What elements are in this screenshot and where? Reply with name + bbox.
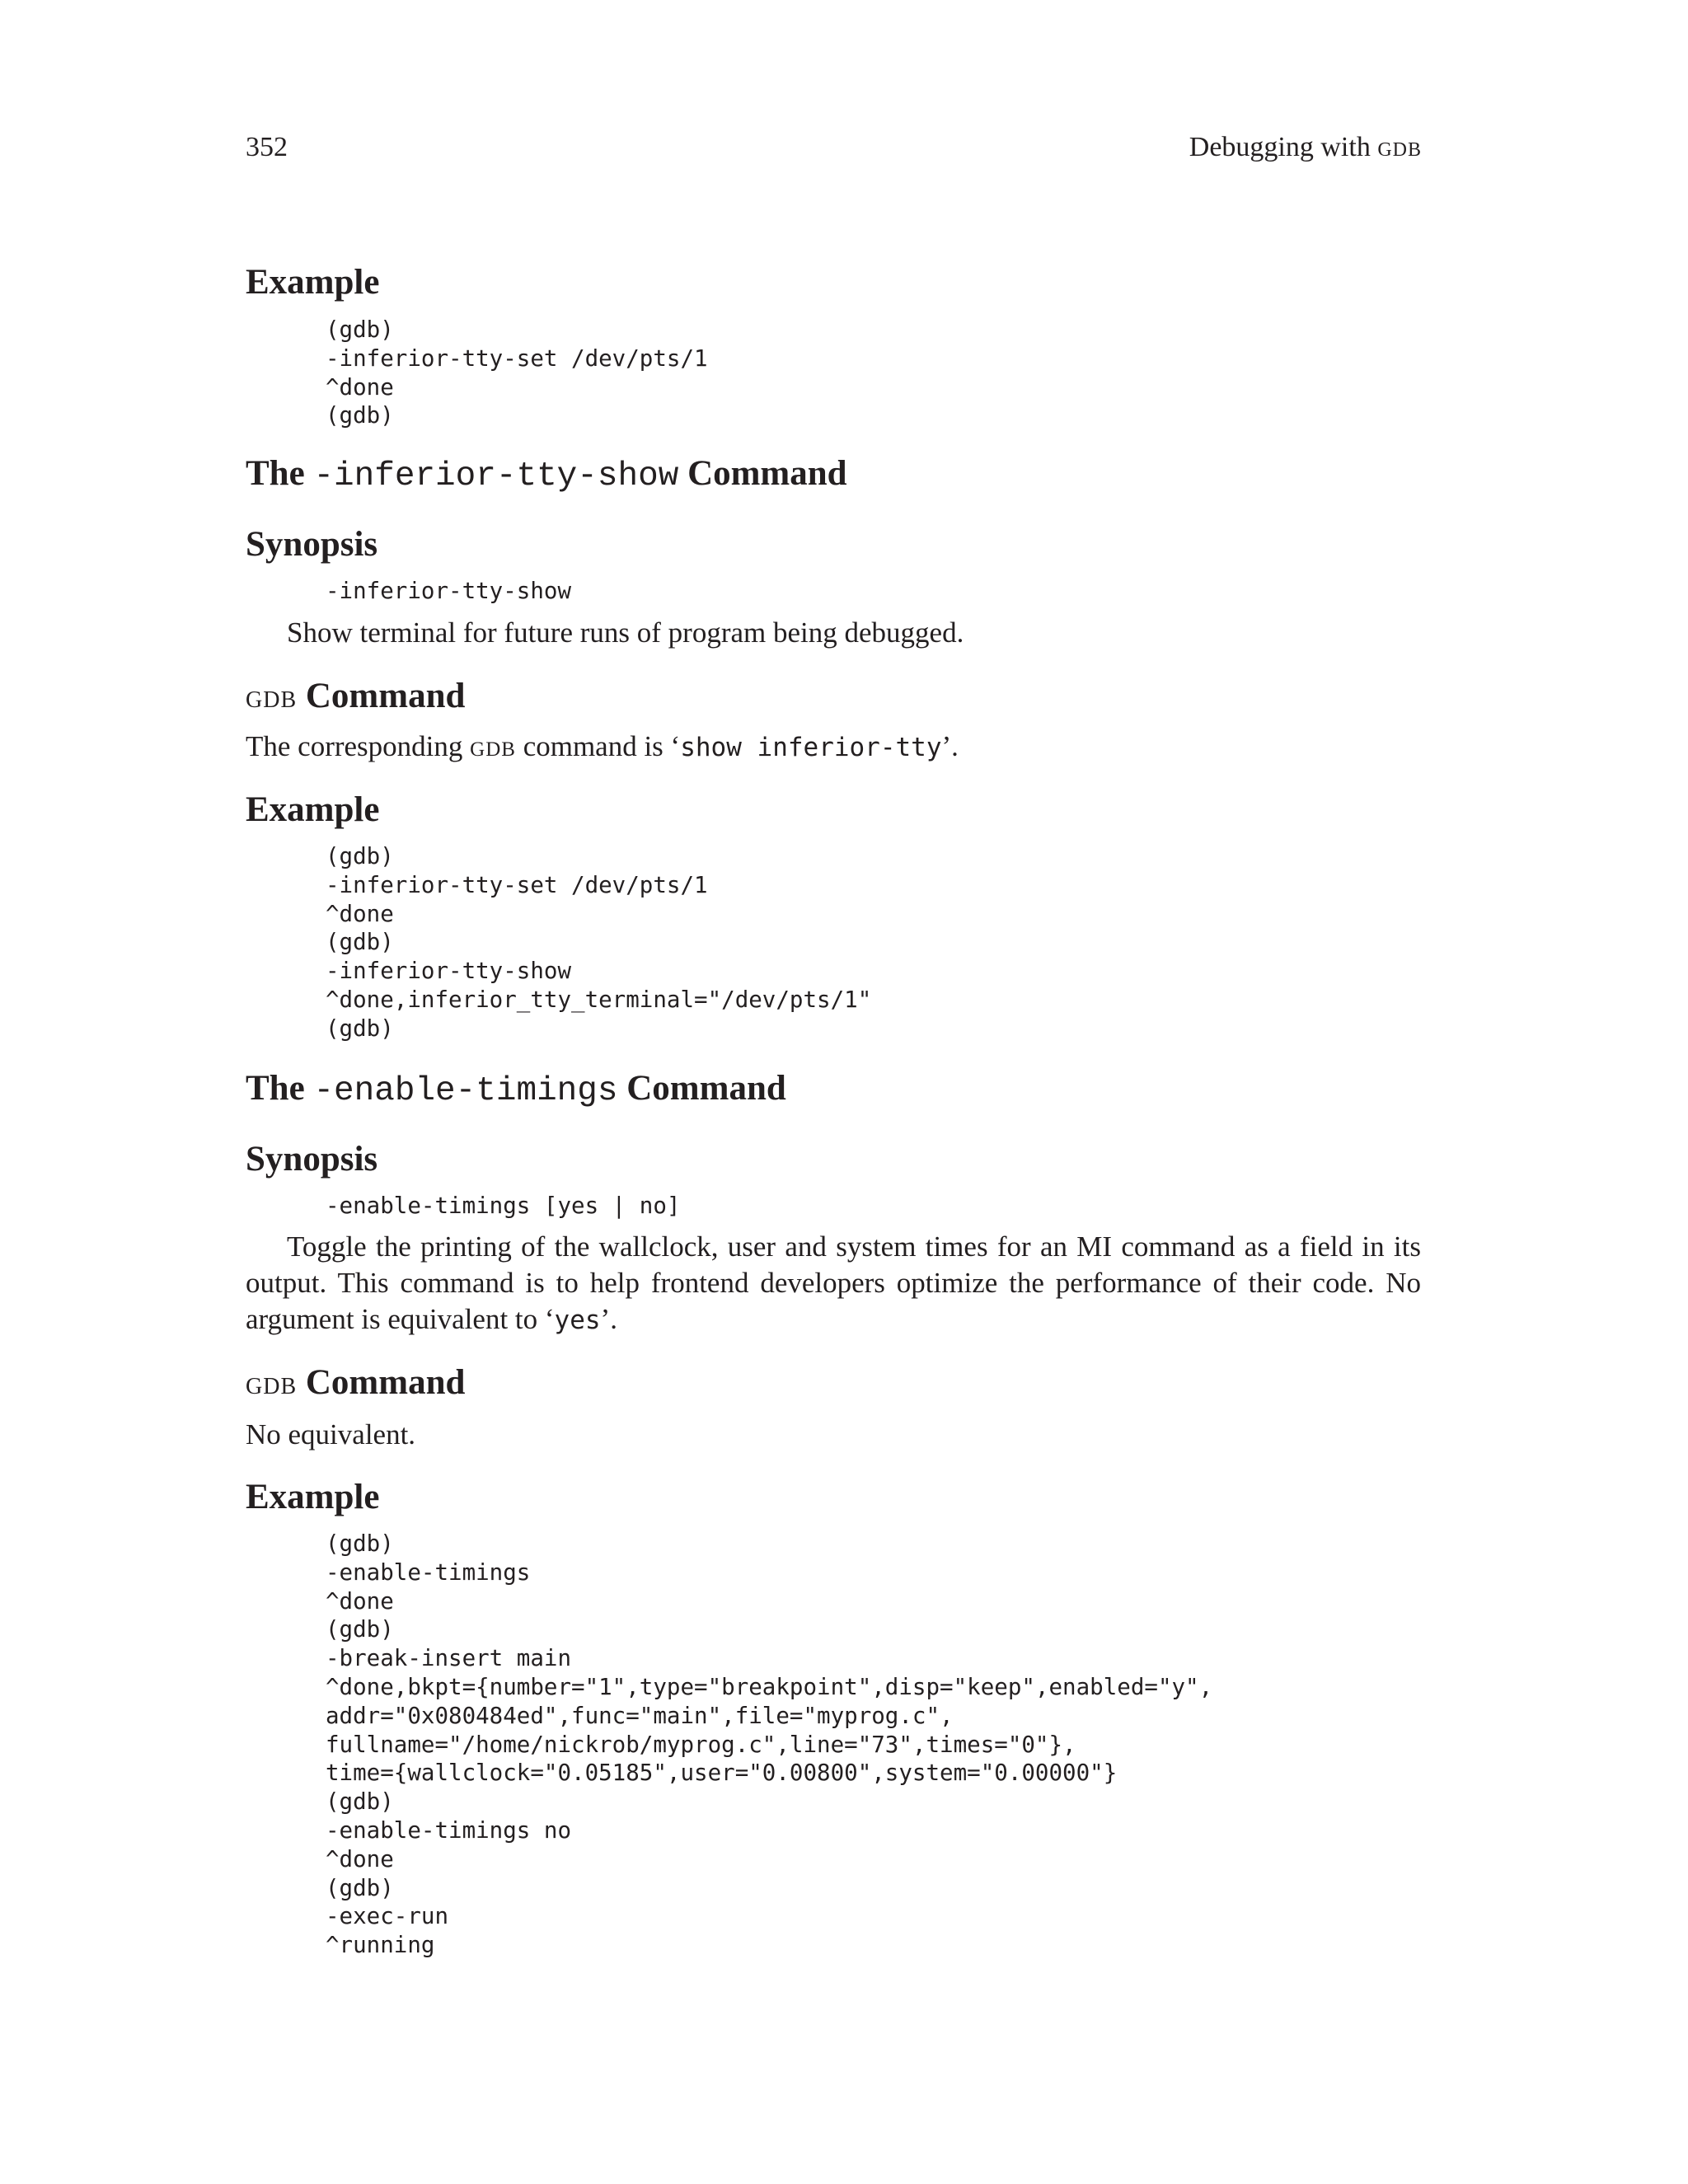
gdb-text-gdb: gdb	[470, 730, 516, 762]
gdb-heading-rest: Command	[297, 1363, 466, 1402]
gdb-command-text-2: No equivalent.	[246, 1418, 416, 1451]
gdb-text-middle: command is ‘	[515, 730, 681, 762]
description-suffix: ’.	[600, 1303, 617, 1335]
description-text: Toggle the printing of the wallclock, user and system times for an MI command as a field in its output. This command is to help frontend developers optimize the performance of their code. No argument is equivalent to ‘	[246, 1230, 1421, 1335]
synopsis-heading-2: Synopsis	[246, 1140, 378, 1179]
example-heading-1: Example	[246, 263, 380, 302]
gdb-heading-rest: Command	[297, 677, 466, 715]
gdb-command-heading-2	[246, 1362, 465, 1404]
running-title-gdb: gdb	[1377, 132, 1422, 162]
synopsis-code-1: -inferior-tty-show	[326, 578, 572, 604]
gdb-command-text-1	[246, 729, 1421, 766]
heading-command: -inferior-tty-show	[313, 457, 679, 495]
description-enable-timings	[246, 1229, 1421, 1338]
running-title	[1189, 132, 1422, 163]
example-heading-3: Example	[246, 1478, 380, 1516]
page-number: 352	[246, 132, 288, 162]
description-inferior-tty-show: Show terminal for future runs of program being debugged.	[287, 616, 964, 649]
heading-prefix: The	[246, 1069, 314, 1108]
running-title-text: Debugging with	[1189, 132, 1378, 162]
example-code-3: (gdb) -enable-timings ^done (gdb) -break-insert main ^done,bkpt={number="1",type="breakpoint",disp="keep",enabled="y", addr="0x080484ed",func="main",file="myprog.c", fullname="/home/nickrob/myprog.c",line="73",times="0"}, time={wallclock="0.05185",user="0.00800",system="0.00000"} (gdb) -enable-timings no ^done (gdb) -exec-run ^running	[326, 1530, 1213, 1959]
gdb-command-heading-1	[246, 676, 465, 717]
example-heading-2: Example	[246, 790, 380, 829]
heading-suffix: Command	[678, 454, 847, 493]
gdb-label: gdb	[246, 677, 298, 715]
section-heading-inferior-tty-show	[246, 453, 847, 497]
gdb-text-prefix: The corresponding	[246, 730, 471, 762]
section-heading-enable-timings	[246, 1068, 786, 1112]
synopsis-code-2: -enable-timings [yes | no]	[326, 1193, 681, 1219]
heading-suffix: Command	[617, 1069, 786, 1108]
gdb-text-suffix: ’.	[941, 730, 959, 762]
synopsis-heading-1: Synopsis	[246, 525, 378, 564]
example-code-1: (gdb) -inferior-tty-set /dev/pts/1 ^done (gdb)	[326, 316, 708, 429]
gdb-text-command: show inferior-tty	[680, 733, 942, 762]
description-command: yes	[554, 1305, 601, 1335]
gdb-label: gdb	[246, 1364, 298, 1401]
heading-command: -enable-timings	[313, 1072, 618, 1110]
example-code-2: (gdb) -inferior-tty-set /dev/pts/1 ^done (gdb) -inferior-tty-show ^done,inferior_tty_terminal="/dev/pts/1" (gdb)	[326, 843, 872, 1042]
heading-prefix: The	[246, 454, 314, 493]
